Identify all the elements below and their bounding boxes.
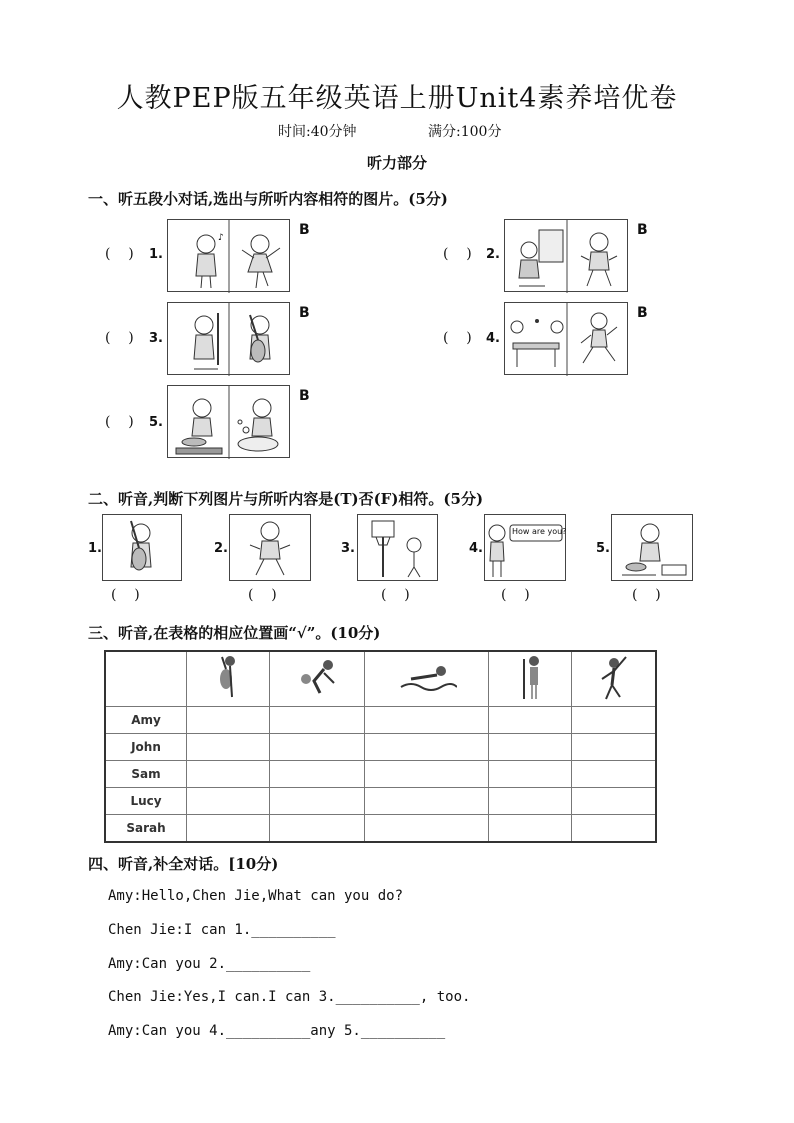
- answer-blank[interactable]: ( ): [501, 587, 530, 603]
- boy-running-icon: [581, 313, 617, 363]
- question-number: 2.: [214, 541, 228, 556]
- girl-pipa-icon: [103, 515, 181, 580]
- picture-pair: [167, 385, 290, 458]
- girl-cooking-icon: [176, 399, 222, 454]
- column-header: [489, 651, 572, 707]
- check-cell[interactable]: [489, 788, 572, 815]
- question-number: 5.: [149, 415, 163, 430]
- check-cell[interactable]: [572, 761, 656, 788]
- student-name: Sam: [105, 761, 187, 788]
- question-number: 3.: [341, 541, 355, 556]
- check-cell[interactable]: [489, 734, 572, 761]
- check-cell[interactable]: [572, 707, 656, 734]
- girl-pipa-icon: [250, 315, 270, 362]
- check-cell[interactable]: [270, 707, 365, 734]
- pipa-icon: [208, 653, 248, 701]
- girl-dancing-icon: [242, 235, 280, 288]
- check-cell[interactable]: [365, 734, 489, 761]
- answer-blank[interactable]: ( ): [381, 587, 410, 603]
- column-header: [365, 651, 489, 707]
- question-number: 5.: [596, 541, 610, 556]
- girl-erhu-icon: [194, 313, 218, 369]
- check-cell[interactable]: [187, 788, 270, 815]
- check-cell[interactable]: [572, 734, 656, 761]
- answer-blank[interactable]: ( ): [105, 414, 134, 430]
- check-cell[interactable]: [187, 734, 270, 761]
- svg-text:♪: ♪: [218, 233, 224, 243]
- corner-cell: [105, 651, 187, 707]
- answer-blank[interactable]: ( ): [105, 246, 134, 262]
- dialogue-line[interactable]: Amy:Can you 4.__________any 5.__________: [108, 1023, 446, 1039]
- check-cell[interactable]: [365, 707, 489, 734]
- check-table: [104, 650, 657, 843]
- check-cell[interactable]: [365, 761, 489, 788]
- check-cell[interactable]: [572, 788, 656, 815]
- dialogue-line: Amy:Hello,Chen Jie,What can you do?: [108, 888, 404, 904]
- picture-pair: [504, 219, 628, 292]
- option-b-label: B: [637, 222, 648, 238]
- table-row: [105, 788, 656, 815]
- column-header: [572, 651, 656, 707]
- table-row: [105, 707, 656, 734]
- ping-pong-icon: [294, 653, 340, 701]
- girl-washing-icon: [238, 399, 278, 451]
- question-number: 3.: [149, 331, 163, 346]
- question-number: 2.: [486, 247, 500, 262]
- page-title: 人教PEP版五年级英语上册Unit4素养培优卷: [116, 83, 678, 114]
- exam-score: 满分:100分: [428, 124, 502, 140]
- question-number: 1.: [149, 247, 163, 262]
- dialogue-line[interactable]: Chen Jie:Yes,I can.I can 3.__________, too.: [108, 989, 471, 1005]
- answer-blank[interactable]: ( ): [111, 587, 140, 603]
- basketball-icon: [358, 515, 437, 580]
- check-cell[interactable]: [187, 761, 270, 788]
- student-name: Sarah: [105, 815, 187, 843]
- option-b-label: B: [299, 222, 310, 238]
- student-name: John: [105, 734, 187, 761]
- student-name: Lucy: [105, 788, 187, 815]
- check-cell[interactable]: [187, 815, 270, 843]
- student-name: Amy: [105, 707, 187, 734]
- option-b-label: B: [299, 305, 310, 321]
- check-cell[interactable]: [270, 761, 365, 788]
- sing-icon: [510, 653, 550, 701]
- check-cell[interactable]: [270, 788, 365, 815]
- answer-blank[interactable]: ( ): [443, 330, 472, 346]
- picture: [229, 514, 311, 581]
- check-cell[interactable]: [489, 815, 572, 843]
- table-row: [105, 761, 656, 788]
- question-number: 4.: [486, 331, 500, 346]
- answer-blank[interactable]: ( ): [443, 246, 472, 262]
- part-title: 听力部分: [366, 154, 427, 172]
- boy-drawing-icon: [519, 230, 563, 286]
- swim-icon: [397, 657, 457, 697]
- section3-heading: 三、听音,在表格的相应位置画“√”。(10分): [88, 624, 381, 642]
- boy-kungfu-icon: [581, 233, 617, 286]
- option-b-label: B: [299, 388, 310, 404]
- answer-blank[interactable]: ( ): [248, 587, 277, 603]
- girl-cooking-icon: [612, 515, 692, 580]
- check-cell[interactable]: [489, 761, 572, 788]
- boy-speaking-icon: [485, 515, 565, 580]
- speech-bubble: How are you?: [512, 527, 567, 536]
- picture-pair: [167, 219, 290, 292]
- check-cell[interactable]: [270, 815, 365, 843]
- picture: [611, 514, 693, 581]
- dialogue-line[interactable]: Chen Jie:I can 1.__________: [108, 922, 336, 938]
- girl-singing-icon: [196, 233, 224, 288]
- table-row: [105, 815, 656, 843]
- answer-blank[interactable]: ( ): [632, 587, 661, 603]
- question-number: 1.: [88, 541, 102, 556]
- picture: [357, 514, 438, 581]
- check-cell[interactable]: [187, 707, 270, 734]
- table-row: [105, 734, 656, 761]
- picture-pair: [504, 302, 628, 375]
- section2-heading: 二、听音,判断下列图片与所听内容是(T)否(F)相符。(5分): [88, 490, 484, 508]
- dance-icon: [594, 653, 634, 701]
- column-header: [270, 651, 365, 707]
- option-b-label: B: [637, 305, 648, 321]
- picture: [484, 514, 566, 581]
- check-cell[interactable]: [270, 734, 365, 761]
- answer-blank[interactable]: ( ): [105, 330, 134, 346]
- check-cell[interactable]: [489, 707, 572, 734]
- check-cell[interactable]: [572, 815, 656, 843]
- check-cell[interactable]: [365, 788, 489, 815]
- ping-pong-icon: [511, 319, 563, 367]
- column-header: [187, 651, 270, 707]
- check-cell[interactable]: [365, 815, 489, 843]
- exam-time: 时间:40分钟: [278, 124, 357, 140]
- boy-kungfu-icon: [230, 515, 310, 580]
- question-number: 4.: [469, 541, 483, 556]
- dialogue-line[interactable]: Amy:Can you 2.__________: [108, 956, 311, 972]
- picture-pair: [167, 302, 290, 375]
- section1-heading: 一、听五段小对话,选出与所听内容相符的图片。(5分): [88, 190, 448, 208]
- section4-heading: 四、听音,补全对话。[10分): [88, 855, 279, 873]
- picture: [102, 514, 182, 581]
